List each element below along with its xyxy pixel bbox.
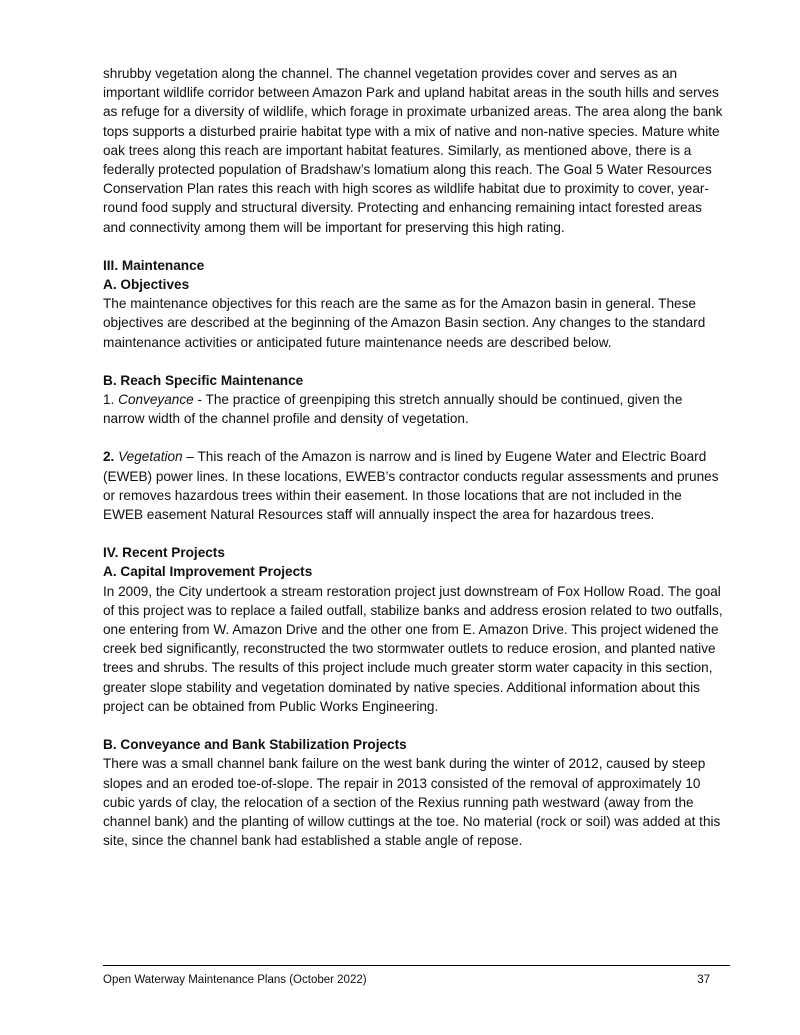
intro-paragraph: shrubby vegetation along the channel. The channel vegetation provides cover and serves as an important wildlife corridor between Amazon Park and upland habitat areas in the south hills and serves as refuge for a diversity of wildlife, which forage in proximate urbanized areas. The area along the bank tops supports a disturbed prairie habitat type with a mix of native and non-native species. Mature white oak trees along this reach are important habitat features. Similarly, as mentioned above, there is a federally protected population of Bradshaw’s lomatium along this reach. The Goal 5 Water Resources Conservation Plan rates this reach with high scores as wildlife habitat due to proximity to cover, year- round food supply and structural diversity. Protecting and enhancing remaining intact forested areas and connectivity among them will be important for preserving this high rating. (103, 66, 723, 235)
spacer (103, 237, 723, 256)
objectives-heading: A. Objectives (103, 277, 190, 293)
recent-projects-heading: IV. Recent Projects (103, 545, 225, 561)
spacer (103, 352, 723, 371)
document-page (103, 64, 723, 850)
spacer (103, 716, 723, 735)
item-number: 1. (103, 392, 115, 408)
capital-projects-heading: A. Capital Improvement Projects (103, 564, 313, 580)
vegetation-item (103, 447, 723, 524)
maintenance-heading: III. Maintenance (103, 257, 205, 273)
page-number: 37 (697, 974, 710, 986)
page-footer (103, 972, 710, 988)
reach-maintenance-heading: B. Reach Specific Maintenance (103, 372, 304, 388)
item-term: Conveyance (118, 392, 194, 408)
item-text: - The practice of greenpiping this stretch annually should be continued, given the narrow width of the channel profile and density of vegetation. (103, 392, 683, 427)
conveyance-item (103, 390, 723, 428)
bank-stabilization-paragraph: There was a small channel bank failure on the west bank during the winter of 2012, caused by steep slopes and an eroded toe-of-slope. The repair in 2013 consisted of the removal of approximately 10 cubic yards of clay, the relocation of a section of the Rexius running path westward (away from the channel bank) and the planting of willow cuttings at the toe. No material (rock or soil) was added at this site, since the channel bank had established a stable angle of repose. (103, 756, 721, 849)
item-term: Vegetation (118, 449, 183, 465)
capital-projects-paragraph: In 2009, the City undertook a stream restoration project just downstream of Fox Hollow Road. The goal of this project was to replace a failed outfall, stabilize banks and address erosion related to two outfalls, one entering from W. Amazon Drive and the other one from E. Amazon Drive. This project widened the creek bed significantly, reconstructed the two stormwater outlets to reduce erosion, and planted native trees and shrubs. The results of this project include much greater storm water capacity in this section, greater slope stability and vegetation dominated by native species. Additional information about this project can be obtained from Public Works Engineering. (103, 583, 723, 714)
bank-stabilization-heading: B. Conveyance and Bank Stabilization Projects (103, 737, 407, 753)
item-number: 2. (103, 449, 115, 465)
spacer (103, 524, 723, 543)
footer-divider (103, 965, 730, 966)
footer-title: Open Waterway Maintenance Plans (October 2022) (103, 974, 367, 986)
item-text: – This reach of the Amazon is narrow and is lined by Eugene Water and Electric Board (EWEB) power lines. In these locations, EWEB’s contractor conducts regular assessments and prunes or removes hazardous trees within their easement. In those locations that are not included in the EWEB easement Natural Resources staff will annually inspect the area for hazardous trees. (103, 449, 719, 523)
objectives-paragraph: The maintenance objectives for this reach are the same as for the Amazon basin in general. These objectives are described at the beginning of the Amazon Basin section. Any changes to the standard maintenance activities or anticipated future maintenance needs are described below. (103, 296, 706, 350)
spacer (103, 428, 723, 447)
